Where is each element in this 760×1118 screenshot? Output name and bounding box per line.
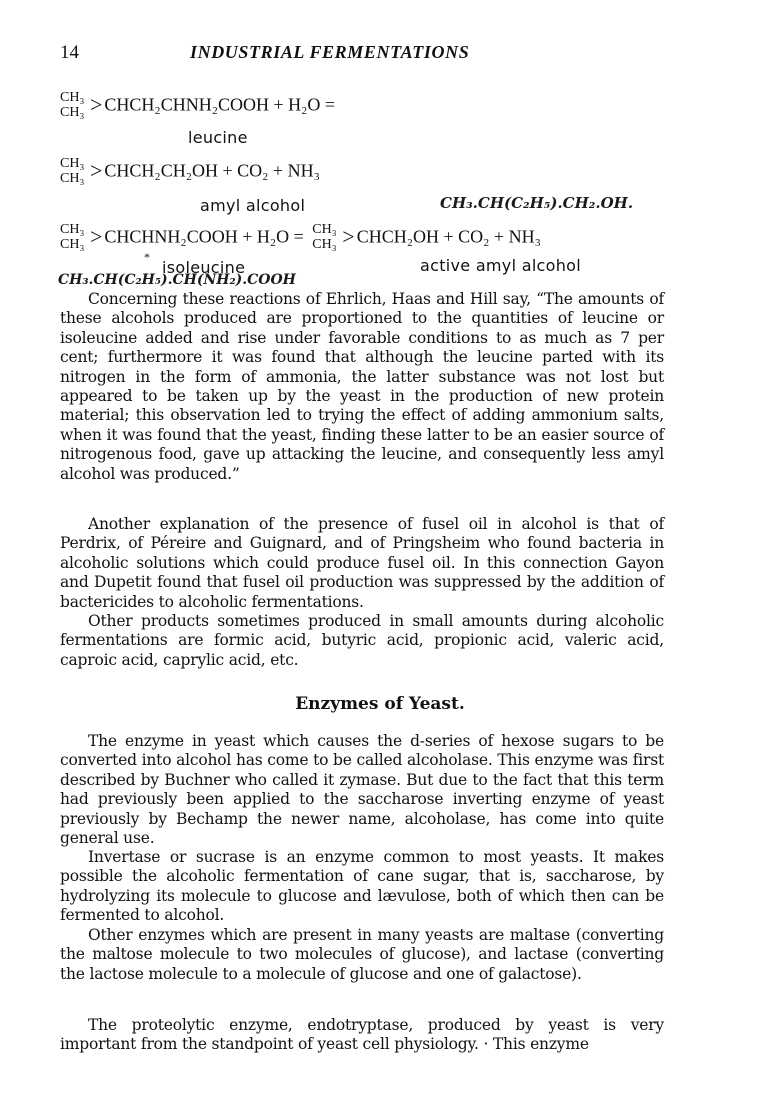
label-leucine: leucine	[188, 128, 248, 147]
paragraph-fusel-oil: Another explanation of the presence of fusel oil in alcohol is that of Perdrix, of Péreire and Guignard, and of Pringsheim who found bacteria in alcoholic solutions which could produce fusel oil. In this connection Gayon and Dupetit found that fusel oil production was suppressed by the addition of bactericides to alcoholic fermentations.	[60, 515, 664, 611]
page-header	[60, 42, 670, 68]
radical-bottom: CH₃	[60, 171, 85, 186]
radical-top: CH₃	[312, 222, 337, 237]
methyl-radical-2	[312, 222, 342, 252]
paragraph-alcoholase: The enzyme in yeast which causes the d-series of hexose sugars to be converted into alcohol has come to be called alcoholase. This enzyme was first described by Buchner who called it zymase. But due to the fact that this term had previously been applied to the saccharose inverting enzyme of yeast previously by Bechamp the newer name, alcoholase, has come into quite general use.	[60, 732, 664, 848]
radical-bottom: CH₃	[60, 237, 85, 252]
formula: CHCH₂CHNH₂COOH + H₂O =	[104, 94, 336, 115]
equation-amyl-alcohol	[60, 156, 320, 186]
paragraph-endotryptase: The proteolytic enzyme, endotryptase, produced by yeast is very important from the standpoint of yeast cell physiology. · This enzyme	[60, 1016, 664, 1054]
asterisk-mark: *	[144, 250, 150, 264]
bracket-icon: >	[90, 92, 103, 117]
radical-top: CH₃	[60, 222, 85, 237]
bracket-icon: >	[342, 224, 355, 249]
methyl-radical	[60, 90, 90, 120]
radical-bottom: CH₃	[312, 237, 337, 252]
equation-isoleucine	[60, 222, 541, 252]
running-head: INDUSTRIAL FERMENTATIONS	[190, 42, 470, 62]
formula: CHCH₂CH₂OH + CO₂ + NH₃	[104, 160, 320, 181]
formula-right: CHCH₂OH + CO₂ + NH₃	[356, 226, 541, 247]
paragraph-maltase: Other enzymes which are present in many yeasts are maltase (converting the maltose molecule to two molecules of glucose), and lactase (converting the lactose molecule to a molecule of glucose and one of galactose).	[60, 926, 664, 983]
bracket-icon: >	[90, 158, 103, 183]
page-number: 14	[60, 42, 79, 63]
label-active-amyl-alcohol: active amyl alcohol	[420, 256, 582, 275]
label-amyl-alcohol: amyl alcohol	[200, 196, 306, 215]
label-isoleucine: isoleucine	[162, 258, 246, 277]
methyl-radical	[60, 222, 90, 252]
formula-left: CHCHNH₂COOH + H₂O =	[104, 226, 304, 247]
handwritten-note-alcohol: CH₃.CH(C₂H₅).CH₂.OH.	[440, 194, 634, 212]
paragraph-other-products: Other products sometimes produced in small amounts during alcoholic fermentations are formic acid, butyric acid, propionic acid, valeric acid, caproic acid, caprylic acid, etc.	[60, 612, 664, 669]
radical-top: CH₃	[60, 156, 85, 171]
bracket-icon: >	[90, 224, 103, 249]
radical-top: CH₃	[60, 90, 85, 105]
radical-bottom: CH₃	[60, 105, 85, 120]
equation-leucine	[60, 90, 335, 120]
methyl-radical	[60, 156, 90, 186]
paragraph-ehrlich-quote: Concerning these reactions of Ehrlich, Haas and Hill say, “The amounts of these alcohols produced are proportioned to the quantities of leucine or isoleucine added and rise under favorable conditions to as much as 7 per cent; furthermore it was found that although the leucine parted with its nitrogen in the form of ammonia, the latter substance was not lost but appeared to be taken up by the yeast in the production of new protein material; this observation led to trying the effect of adding ammonium salts, when it was found that the yeast, finding these latter to be an easier source of nitrogenous food, gave up attacking the leucine, and consequently less amyl alcohol was produced.”	[60, 290, 664, 483]
paragraph-invertase: Invertase or sucrase is an enzyme common to most yeasts. It makes possible the alcoholic fermentation of cane sugar, that is, saccharose, by hydrolyzing its molecule to glucose and lævulose, both of which then can be fermented to alcohol.	[60, 848, 664, 925]
section-title: Enzymes of Yeast.	[295, 694, 465, 714]
handwritten-note-isoleucine: CH₃.CH(C₂H₅).CH(NH₂).COOH	[58, 272, 296, 288]
